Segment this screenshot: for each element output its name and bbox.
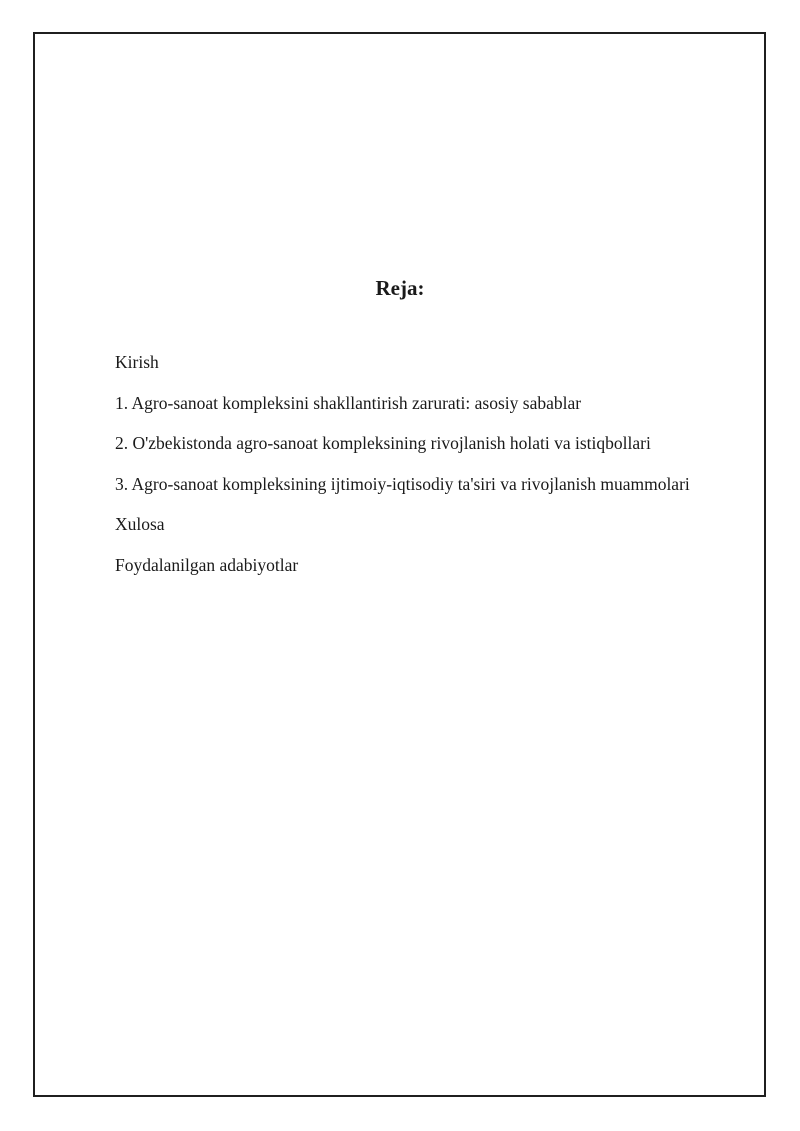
plan-item-references: Foydalanilgan adabiyotlar	[115, 554, 299, 575]
plan-item-1: 1. Agro-sanoat kompleksini shakllantirish zarurati: asosiy sabablar	[115, 392, 582, 413]
plan-item-introduction: Kirish	[115, 352, 159, 372]
plan-item-conclusion: Xulosa	[115, 514, 165, 534]
plan-item-2: 2. O'zbekistonda agro-sanoat kompleksining rivojlanish holati va istiqbollari	[115, 433, 651, 453]
plan-item-3: 3. Agro-sanoat kompleksining ijtimoiy-iqtisodiy ta'siri va rivojlanish muammolari	[115, 473, 690, 494]
plan-title: Reja:	[375, 276, 425, 300]
plan-list	[115, 349, 775, 592]
